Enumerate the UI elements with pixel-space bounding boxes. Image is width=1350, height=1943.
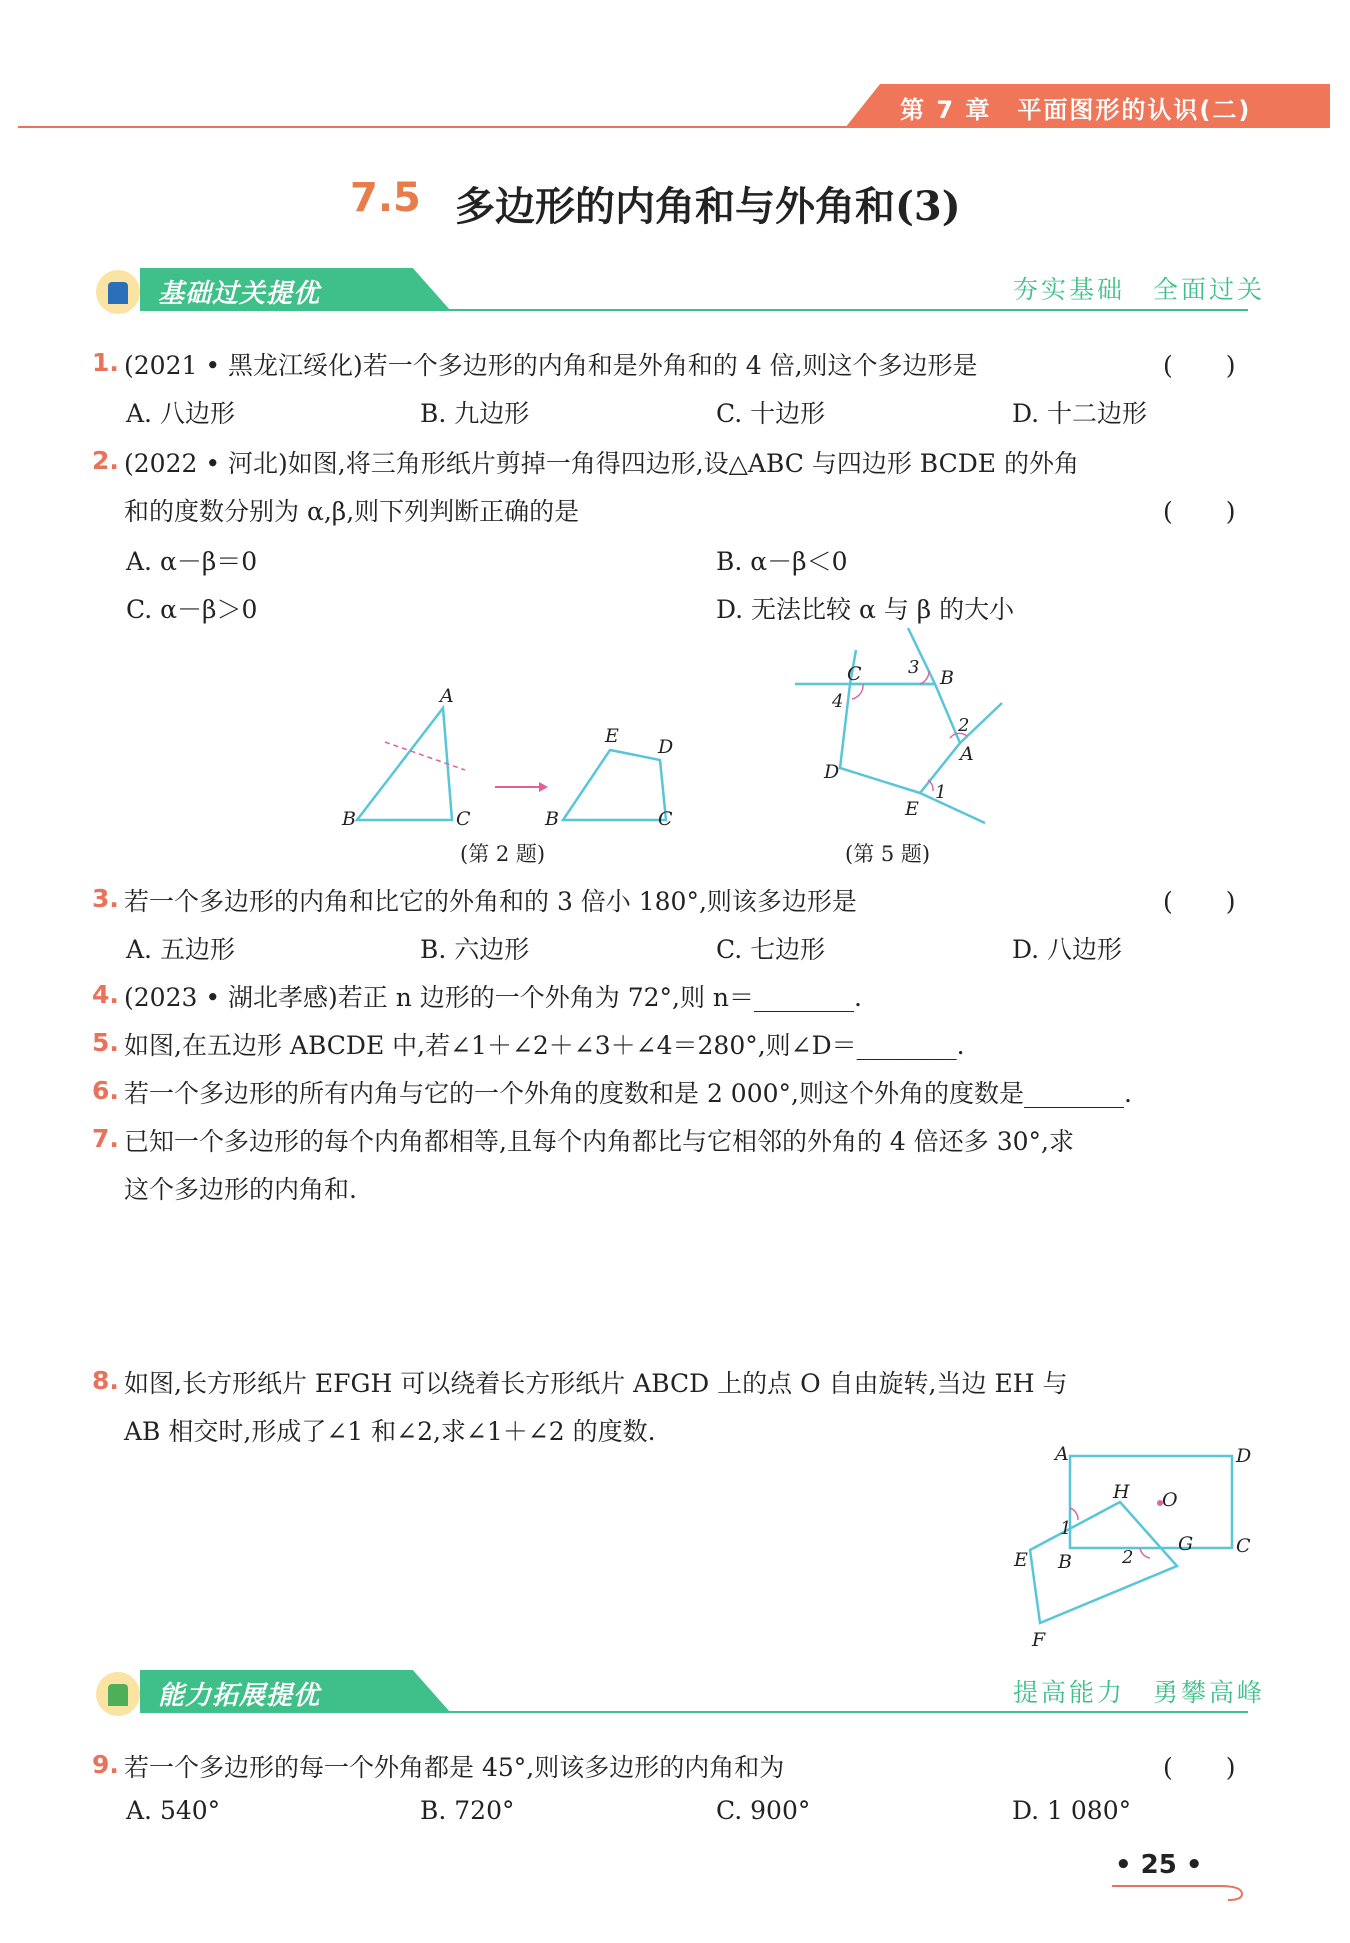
option[interactable]: B. 九边形 bbox=[420, 399, 530, 428]
question-8-line1: 如图,长方形纸片 EFGH 可以绕着长方形纸片 ABCD 上的点 O 自由旋转,当边 EH 与 bbox=[124, 1369, 1068, 1398]
figure-2 bbox=[330, 680, 700, 840]
option[interactable]: A. 540° bbox=[126, 1796, 221, 1825]
label-G: G bbox=[1178, 1533, 1194, 1555]
section-title: 多边形的内角和与外角和(3) bbox=[455, 183, 961, 230]
answer-paren[interactable]: ( ) bbox=[1163, 1753, 1237, 1782]
option[interactable]: D. 十二边形 bbox=[1012, 399, 1148, 428]
label-F: F bbox=[1032, 1629, 1046, 1650]
section-number: 7.5 bbox=[350, 175, 421, 221]
question-5-text[interactable]: 如图,在五边形 ABCDE 中,若∠1＋∠2＋∠3＋∠4＝280°,则∠D＝________. bbox=[124, 1031, 965, 1060]
question-2-line1: (2022 • 河北)如图,将三角形纸片剪掉一角得四边形,设△ABC 与四边形 BCDE 的外角 bbox=[124, 449, 1080, 478]
chapter-title: 第 7 章 平面图形的认识(二) bbox=[900, 96, 1252, 124]
question-7-line2: 这个多边形的内角和. bbox=[124, 1175, 357, 1204]
section-tag-basic: 夯实基础 全面过关 bbox=[1013, 275, 1266, 304]
label-E: E bbox=[605, 725, 619, 747]
angle-4: 4 bbox=[832, 691, 844, 712]
question-number: 1. bbox=[92, 348, 119, 377]
label-E: E bbox=[905, 798, 919, 820]
option[interactable]: B. 六边形 bbox=[420, 935, 530, 964]
section-banner-basic-label: 基础过关提优 bbox=[158, 279, 321, 309]
option[interactable]: A. 八边形 bbox=[126, 399, 235, 428]
option[interactable]: C. α－β＞0 bbox=[126, 595, 258, 624]
option[interactable]: D. 八边形 bbox=[1012, 935, 1123, 964]
page-number: • 25 • bbox=[1115, 1850, 1203, 1880]
option[interactable]: C. 900° bbox=[716, 1796, 811, 1825]
question-7-line1: 已知一个多边形的每个内角都相等,且每个内角都比与它相邻的外角的 4 倍还多 30°,求 bbox=[124, 1127, 1074, 1156]
angle-3: 3 bbox=[908, 657, 920, 678]
question-8-line2: AB 相交时,形成了∠1 和∠2,求∠1＋∠2 的度数. bbox=[124, 1417, 656, 1446]
label-D: D bbox=[658, 736, 674, 758]
option[interactable]: D. 1 080° bbox=[1012, 1796, 1132, 1825]
question-number: 8. bbox=[92, 1366, 119, 1395]
option[interactable]: B. α－β＜0 bbox=[716, 547, 848, 576]
question-9-text: 若一个多边形的每一个外角都是 45°,则该多边形的内角和为 bbox=[124, 1753, 785, 1782]
section-rule bbox=[140, 1711, 1248, 1713]
question-4-text[interactable]: (2023 • 湖北孝感)若正 n 边形的一个外角为 72°,则 n＝________. bbox=[124, 983, 862, 1012]
question-number: 3. bbox=[92, 884, 119, 913]
label-C: C bbox=[847, 663, 862, 685]
question-number: 2. bbox=[92, 446, 119, 475]
question-number: 5. bbox=[92, 1028, 119, 1057]
label-B: B bbox=[1058, 1551, 1072, 1573]
angle-1: 1 bbox=[935, 782, 947, 803]
label-O: O bbox=[1162, 1489, 1178, 1511]
option[interactable]: A. 五边形 bbox=[126, 935, 235, 964]
lightbulb-house-icon bbox=[96, 270, 140, 314]
label-D: D bbox=[824, 761, 840, 783]
page-number-block bbox=[1115, 1850, 1203, 1880]
angle-1: 1 bbox=[1060, 1518, 1072, 1539]
label-A: A bbox=[960, 743, 974, 765]
answer-paren[interactable]: ( ) bbox=[1163, 887, 1237, 916]
label-B: B bbox=[940, 667, 954, 689]
label-C: C bbox=[658, 808, 673, 830]
question-6-text[interactable]: 若一个多边形的所有内角与它的一个外角的度数和是 2 000°,则这个外角的度数是________. bbox=[124, 1079, 1132, 1108]
question-number: 9. bbox=[92, 1750, 119, 1779]
option[interactable]: A. α－β＝0 bbox=[126, 547, 258, 576]
lightbulb-person-icon bbox=[96, 1672, 140, 1716]
angle-2: 2 bbox=[958, 715, 970, 736]
question-3-text: 若一个多边形的内角和比它的外角和的 3 倍小 180°,则该多边形是 bbox=[124, 887, 857, 916]
label-C: C bbox=[1236, 1535, 1251, 1557]
option[interactable]: D. 无法比较 α 与 β 的大小 bbox=[716, 595, 1015, 624]
label-A: A bbox=[1055, 1443, 1069, 1465]
answer-paren[interactable]: ( ) bbox=[1163, 497, 1237, 526]
label-E: E bbox=[1014, 1549, 1028, 1571]
label-B: B bbox=[545, 808, 559, 830]
option[interactable]: C. 十边形 bbox=[716, 399, 826, 428]
question-2-line2: 和的度数分别为 α,β,则下列判断正确的是 bbox=[124, 497, 580, 526]
label-D: D bbox=[1236, 1445, 1252, 1467]
figure-5-caption: (第 5 题) bbox=[845, 842, 931, 866]
question-number: 7. bbox=[92, 1124, 119, 1153]
section-banner-advanced-label: 能力拓展提优 bbox=[158, 1681, 321, 1711]
answer-paren[interactable]: ( ) bbox=[1163, 351, 1237, 380]
section-tag-advanced: 提高能力 勇攀高峰 bbox=[1013, 1678, 1266, 1707]
label-A: A bbox=[440, 685, 454, 707]
figure-8 bbox=[970, 1440, 1260, 1650]
option[interactable]: C. 七边形 bbox=[716, 935, 826, 964]
label-C: C bbox=[456, 808, 471, 830]
label-H: H bbox=[1113, 1481, 1130, 1503]
question-number: 4. bbox=[92, 980, 119, 1009]
figure-5 bbox=[790, 628, 1010, 838]
angle-2: 2 bbox=[1122, 1547, 1134, 1568]
figure-2-caption: (第 2 题) bbox=[460, 842, 546, 866]
question-number: 6. bbox=[92, 1076, 119, 1105]
label-B: B bbox=[342, 808, 356, 830]
question-1-text: (2021 • 黑龙江绥化)若一个多边形的内角和是外角和的 4 倍,则这个多边形是 bbox=[124, 351, 978, 380]
option[interactable]: B. 720° bbox=[420, 1796, 515, 1825]
page-number-swoosh bbox=[1110, 1880, 1250, 1904]
section-rule bbox=[140, 309, 1248, 311]
